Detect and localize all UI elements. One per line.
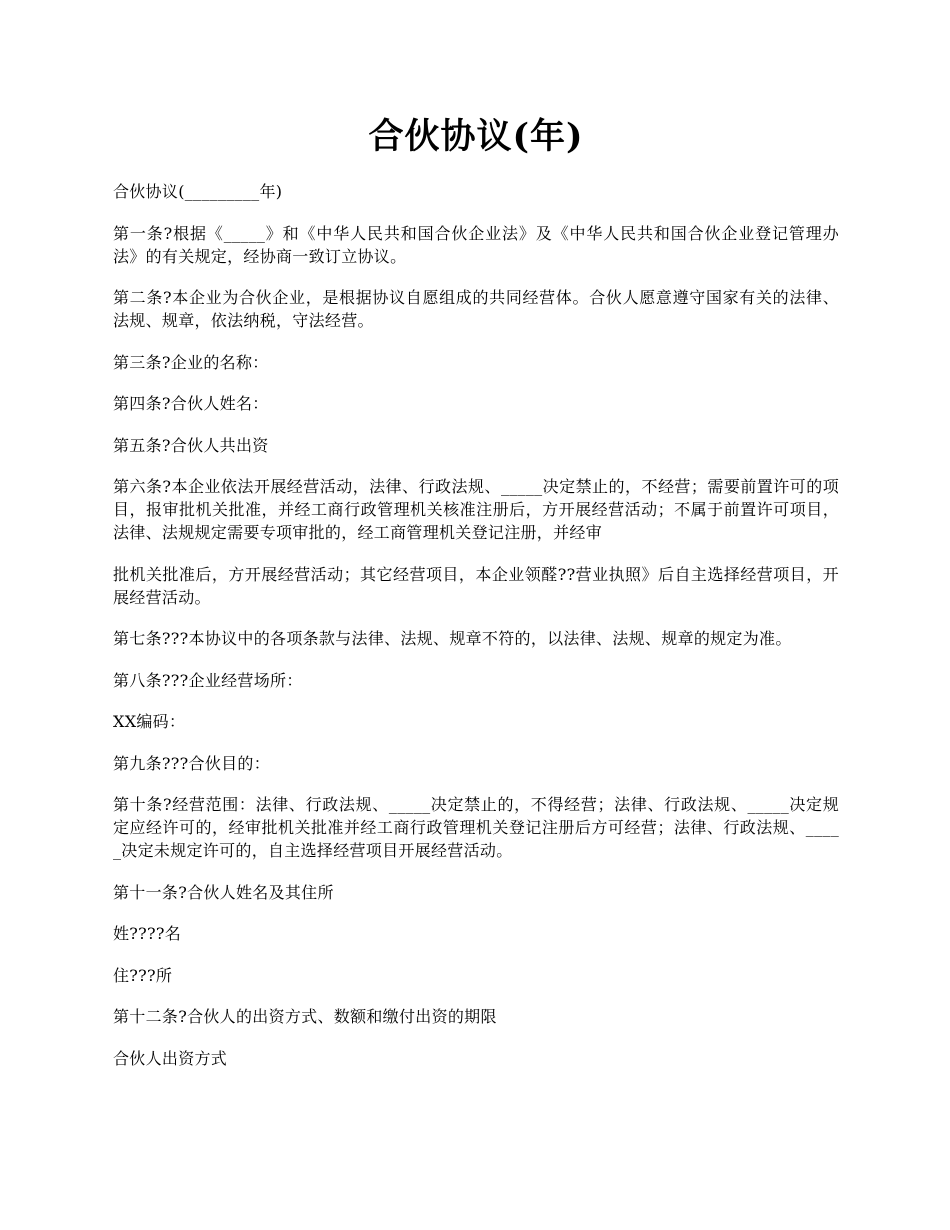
paragraph-article-5: 第五条?合伙人共出资 bbox=[113, 435, 269, 455]
paragraph-article-12: 第十二条?合伙人的出资方式、数额和缴付出资的期限 bbox=[113, 1007, 497, 1026]
paragraph-article-6-continued: 批机关批准后，方开展经营活动；其它经营项目，本企业领醛??营业执照》后自主选择经营项目，开展经营活动。 bbox=[113, 564, 839, 607]
paragraph-article-9: 第九条???合伙目的： bbox=[113, 753, 271, 773]
paragraph-article-10: 第十条?经营范围：法律、行政法规、_____决定禁止的，不得经营；法律、行政法规、_____决定规定应经许可的，经审批机关批准并经工商行政管理机关登记注册后方可经营；法律、行政法规、_____决定未规定许可的，自主选择经营项目开展经营活动。 bbox=[113, 795, 839, 860]
paragraph-article-1: 第一条?根据《_____》和《中华人民共和国合伙企业法》及《中华人民共和国合伙企业登记管理办法》的有关规定，经协商一致订立协议。 bbox=[113, 223, 839, 266]
paragraph-postal-code: XX编码： bbox=[113, 712, 186, 731]
paragraph-partner-address: 住???所 bbox=[113, 965, 173, 985]
paragraph-article-11: 第十一条?合伙人姓名及其住所 bbox=[113, 882, 334, 902]
paragraph-contribution-method: 合伙人出资方式 bbox=[113, 1048, 228, 1068]
paragraph-article-8: 第八条???企业经营场所： bbox=[113, 670, 303, 690]
document-title: 合伙协议(年) bbox=[368, 116, 584, 157]
paragraph-article-6: 第六条?本企业依法开展经营活动，法律、行政法规、_____决定禁止的，不经营；需要前置许可的项目，报审批机关批准，并经工商行政管理机关核准注册后，方开展经营活动；不属于前置许可项目，法律、法规规定需要专项审批的，经工商管理机关登记注册，并经审 bbox=[113, 477, 839, 542]
paragraph-article-3: 第三条?企业的名称： bbox=[113, 352, 269, 372]
paragraph-article-7: 第七条???本协议中的各项条款与法律、法规、规章不符的，以法律、法规、规章的规定为准。 bbox=[113, 629, 792, 648]
document-body bbox=[113, 180, 839, 1088]
paragraph-article-2: 第二条?本企业为合伙企业，是根据协议自愿组成的共同经营体。合伙人愿意遵守国家有关的法律、法规、规章，依法纳税，守法经营。 bbox=[113, 288, 839, 330]
paragraph-article-4: 第四条?合伙人姓名： bbox=[113, 394, 269, 413]
paragraph-heading-line: 合伙协议(_________年) bbox=[113, 182, 283, 201]
paragraph-partner-name: 姓????名 bbox=[113, 924, 182, 943]
